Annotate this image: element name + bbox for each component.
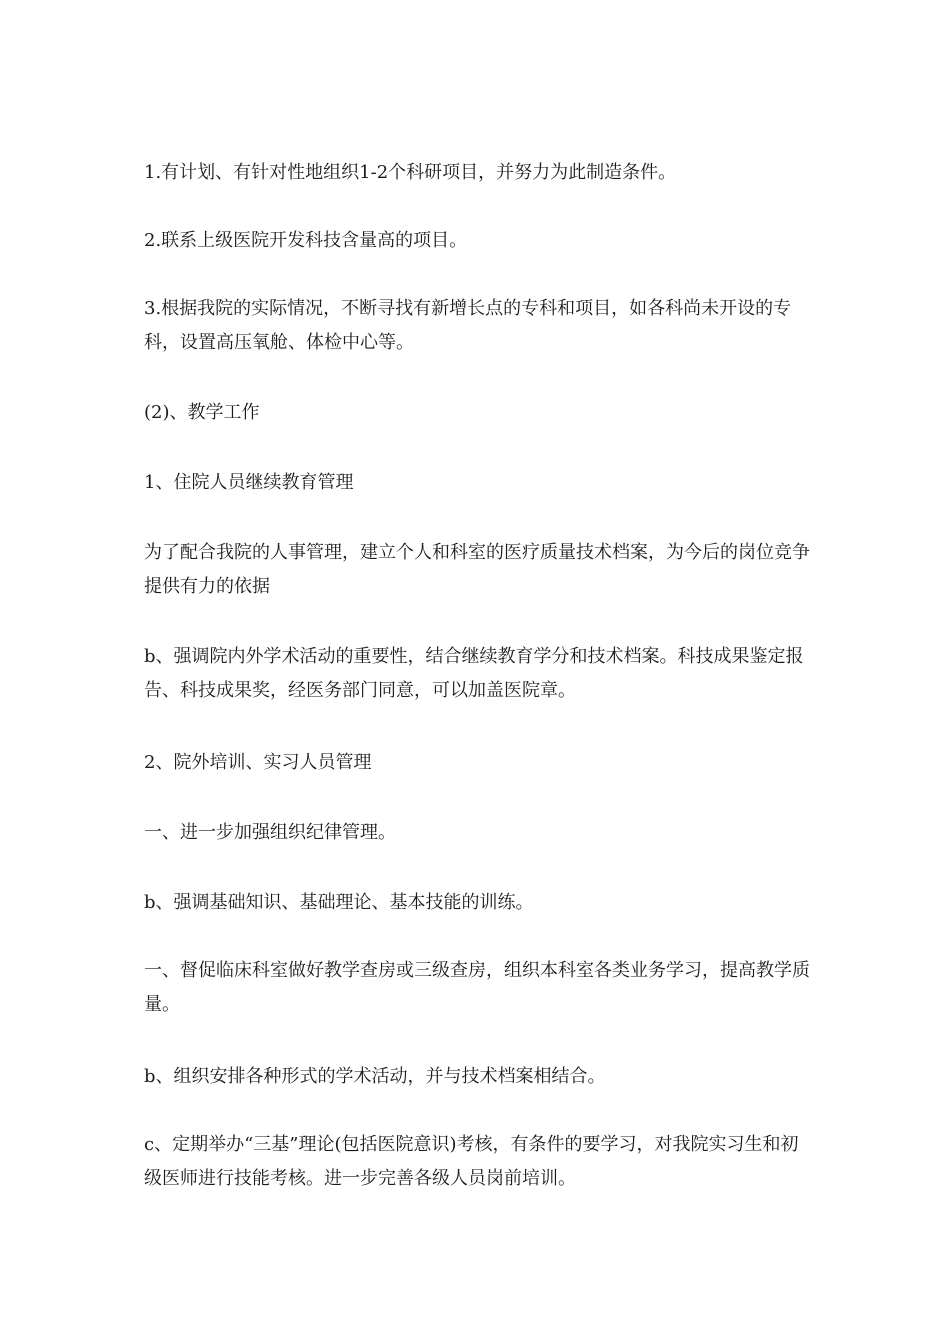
- paragraph-academic-forms: b、组织安排各种形式的学术活动，并与技术档案相结合。: [144, 1066, 606, 1087]
- paragraph-academic-activities: b、强调院内外学术活动的重要性，结合继续教育学分和技术档案。科技成果鉴定报告、科技成果奖，经医务部门同意，可以加盖医院章。: [144, 646, 804, 701]
- paragraph-three-basics-exam: c、定期举办“三基”理论(包括医院意识)考核，有条件的要学习，对我院实习生和初级医师进行技能考核。进一步完善各级人员岗前培训。: [144, 1134, 799, 1189]
- paragraph-discipline: 一、进一步加强组织纪律管理。: [144, 822, 396, 843]
- paragraph-basic-skills: b、强调基础知识、基础理论、基本技能的训练。: [144, 892, 534, 913]
- subheading-external-training: 2、院外培训、实习人员管理: [144, 752, 372, 773]
- paragraph-research-plan: 1.有计划、有针对性地组织1-2个科研项目，并努力为此制造条件。: [144, 162, 677, 183]
- paragraph-new-specialties: 3.根据我院的实际情况，不断寻找有新增长点的专科和项目，如各科尚未开设的专科，设置高压氧舱、体检中心等。: [144, 298, 792, 353]
- paragraph-quality-archive: 为了配合我院的人事管理，建立个人和科室的医疗质量技术档案，为今后的岗位竞争提供有力的依据: [144, 542, 810, 597]
- subheading-inpatient-education: 1、住院人员继续教育管理: [144, 472, 354, 493]
- paragraph-teaching-rounds: 一、督促临床科室做好教学查房或三级查房，组织本科室各类业务学习，提高教学质量。: [144, 960, 810, 1015]
- section-heading-teaching: (2)、教学工作: [144, 402, 260, 423]
- paragraph-contact-hospital: 2.联系上级医院开发科技含量高的项目。: [144, 230, 468, 251]
